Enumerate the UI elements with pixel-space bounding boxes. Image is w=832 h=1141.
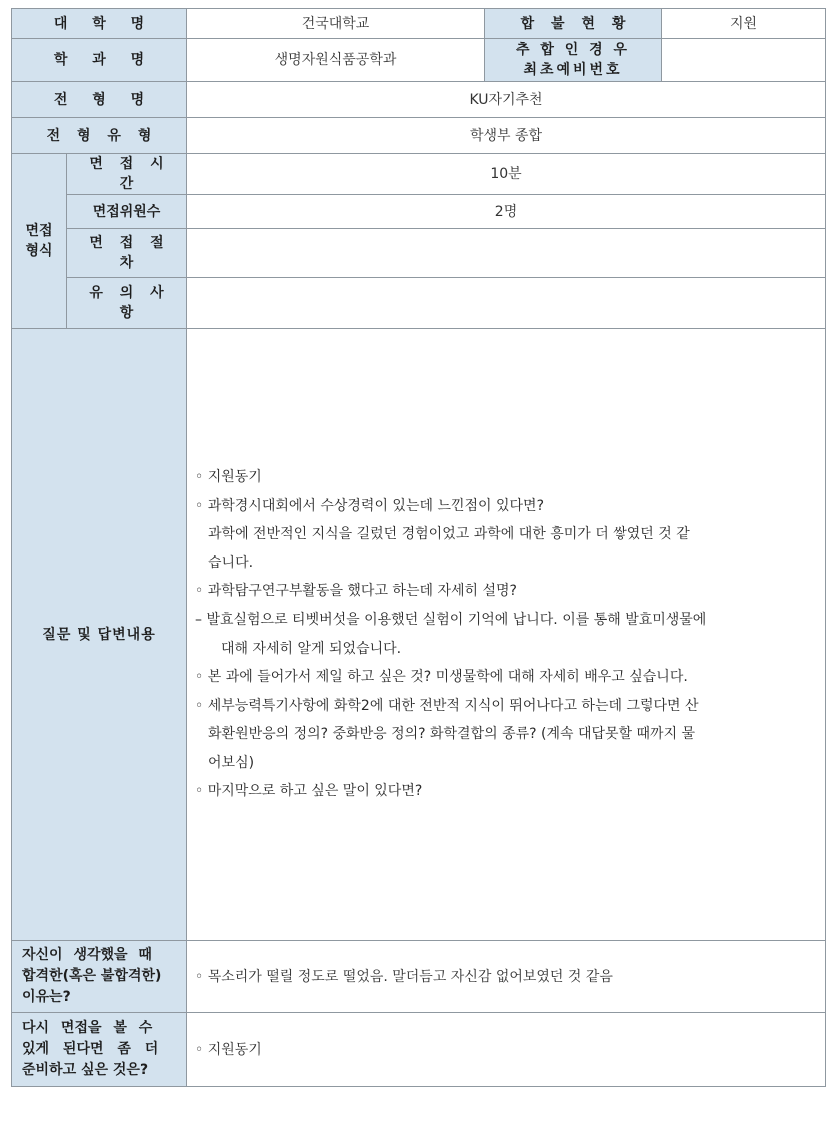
label-reserve-line2: 최초예비번호: [523, 62, 623, 78]
label-reserve: [485, 39, 662, 82]
qa-line: 습니다.: [208, 554, 254, 571]
row-interview-time: [12, 154, 826, 195]
value-interviewer-count: 2명: [187, 195, 826, 229]
qa-line: ◦ 세부능력특기사항에 화학2에 대한 전반적 지식이 뛰어나다고 하는데 그렇다면 산: [195, 697, 699, 714]
qa-line: 대해 자세히 알게 되었습니다.: [221, 640, 402, 657]
row-university: [12, 9, 826, 39]
row-procedure: [12, 229, 826, 278]
value-interview-time: 10분: [187, 154, 826, 195]
value-reserve: [662, 39, 826, 82]
qa-line: 과학에 전반적인 지식을 길렀던 경험이었고 과학에 대한 흥미가 더 쌓였던 것 같: [208, 526, 690, 543]
label-interview-format: [12, 154, 67, 329]
value-admission-type: 학생부 종합: [187, 118, 826, 154]
row-qa: [12, 329, 826, 941]
label-interview-format-line1: 면접: [25, 223, 53, 239]
value-notes: [187, 278, 826, 329]
label-prepare: [12, 1013, 187, 1087]
label-notes: 유 의 사 항: [67, 278, 187, 329]
row-admission: [12, 82, 826, 118]
value-result: 지원: [662, 9, 826, 39]
label-interview-time: 면 접 시 간: [67, 154, 187, 195]
qa-line: ◦ 본 과에 들어가서 제일 하고 싶은 것? 미생물학에 대해 자세히 배우고 싶습니다.: [195, 669, 688, 686]
label-admission-type: 전 형 유 형: [12, 118, 187, 154]
label-interview-format-line2: 형식: [25, 243, 53, 259]
value-admission: KU자기추천: [187, 82, 826, 118]
value-university: 건국대학교: [187, 9, 485, 39]
row-notes: [12, 278, 826, 329]
value-department: 생명자원식품공학과: [187, 39, 485, 82]
qa-lines: [195, 463, 817, 806]
value-reason: ◦ 목소리가 떨릴 정도로 떨었음. 말더듬고 자신감 없어보였던 것 같음: [187, 941, 826, 1013]
interview-form-table: [11, 8, 826, 1087]
value-procedure: [187, 229, 826, 278]
qa-line: 화환원반응의 정의? 중화반응 정의? 화학결합의 종류? (계속 대답못할 때까지 물: [208, 726, 696, 743]
qa-line: – 발효실험으로 티벳버섯을 이용했던 실험이 기억에 납니다. 이를 통해 발효미생물에: [195, 611, 707, 628]
label-admission: 전 형 명: [12, 82, 187, 118]
row-reason: [12, 941, 826, 1013]
row-admission-type: [12, 118, 826, 154]
label-reason-line1: 자신이 생각했을 때: [22, 947, 152, 963]
label-prepare-line1: 다시 면접을 볼 수: [22, 1020, 153, 1036]
label-interviewer-count: 면접위원수: [67, 195, 187, 229]
qa-line: ◦ 과학탐구연구부활동을 했다고 하는데 자세히 설명?: [195, 583, 517, 600]
qa-line: ◦ 과학경시대회에서 수상경력이 있는데 느낀점이 있다면?: [195, 497, 545, 514]
label-qa: 질문 및 답변내용: [12, 329, 187, 941]
label-procedure: 면 접 절 차: [67, 229, 187, 278]
row-prepare: [12, 1013, 826, 1087]
label-prepare-line2: 있게 된다면 좀 더: [22, 1041, 159, 1057]
row-department: [12, 39, 826, 82]
label-reserve-line1: 추 합 인 경 우: [515, 42, 631, 58]
label-reason: [12, 941, 187, 1013]
qa-line: ◦ 지원동기: [195, 468, 262, 485]
label-reason-line3: 이유는?: [22, 989, 71, 1005]
label-reason-line2: 합격한(혹은 불합격한): [22, 968, 162, 984]
qa-line: 어보심): [208, 754, 255, 771]
qa-line: ◦ 마지막으로 하고 싶은 말이 있다면?: [195, 783, 423, 800]
qa-content: [187, 329, 826, 941]
value-prepare: ◦ 지원동기: [187, 1013, 826, 1087]
row-interviewer-count: [12, 195, 826, 229]
label-department: 학 과 명: [12, 39, 187, 82]
label-result: 합 불 현 황: [485, 9, 662, 39]
label-prepare-line3: 준비하고 싶은 것은?: [22, 1062, 149, 1078]
label-university: 대 학 명: [12, 9, 187, 39]
